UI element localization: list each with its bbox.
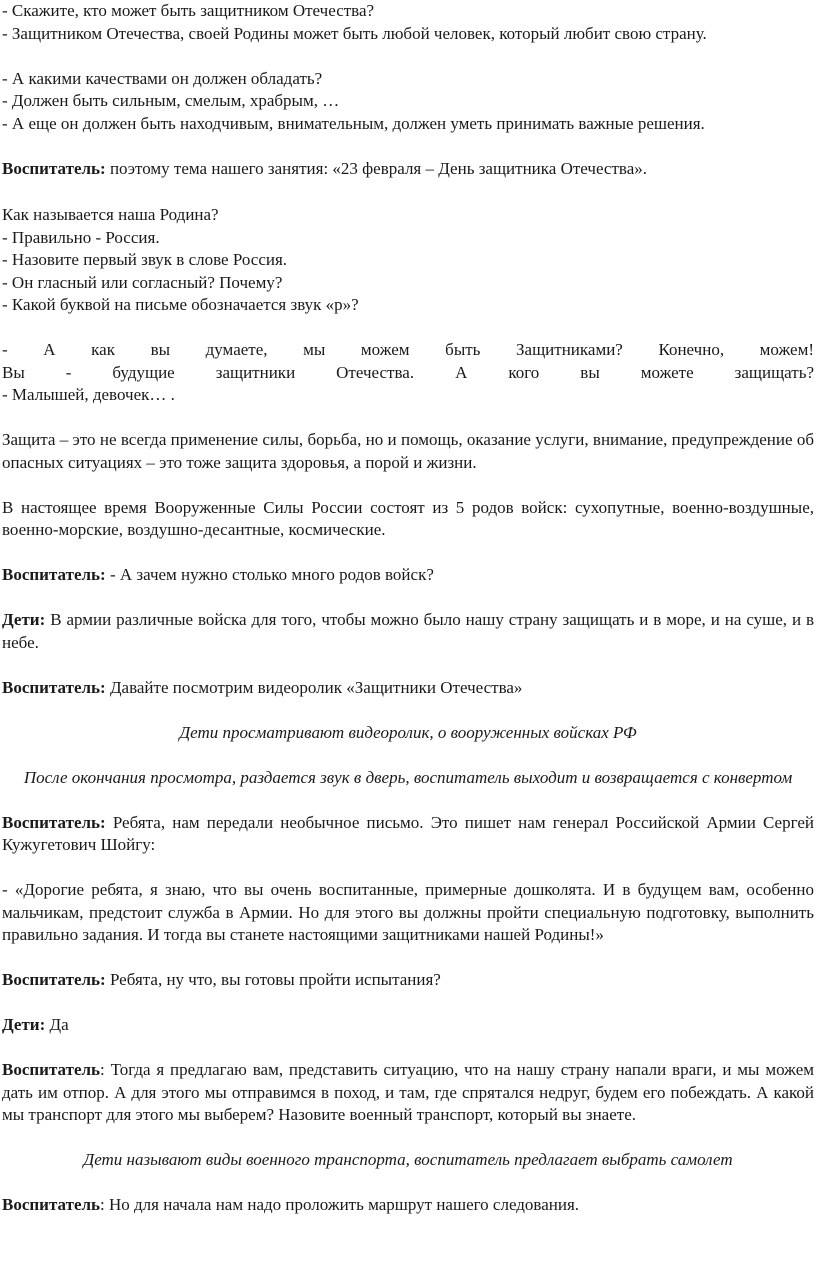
dialogue-line: - Какой буквой на письме обозначается звук «р»? bbox=[2, 295, 359, 314]
dialogue-block bbox=[2, 0, 814, 45]
stage-direction: После окончания просмотра, раздается звук в дверь, воспитатель выходит и возвращается с конвертом bbox=[23, 767, 793, 787]
text-paragraph bbox=[2, 497, 814, 542]
speaker-text: : Тогда я предлагаю вам, представить ситуацию, что на нашу страну напали враги, и мы можем дать им отпор. А для этого мы отправимся в поход, и там, где спрятался недруг, будем его побеждать. А какой мы транспорт для этого мы выберем? Назовите военный транспорт, который вы знаете. bbox=[2, 1060, 814, 1124]
speaker-label: Дети: bbox=[2, 1015, 46, 1034]
speaker-paragraph bbox=[2, 1059, 814, 1127]
text-paragraph bbox=[2, 879, 814, 947]
speaker-text: - А зачем нужно столько много родов войск? bbox=[105, 565, 434, 584]
speaker-paragraph bbox=[2, 564, 814, 587]
dialogue-line: - А какими качествами он должен обладать? bbox=[2, 68, 323, 88]
paragraph-text: Защита – это не всегда применение силы, борьба, но и помощь, оказание услуги, внимание, предупреждение об опасных ситуациях – это тоже защита здоровья, а порой и жизни. bbox=[2, 430, 814, 472]
dialogue-block bbox=[2, 68, 814, 136]
dialogue-line: - А еще он должен быть находчивым, внимательным, должен уметь принимать важные решения. bbox=[2, 113, 705, 133]
dialogue-line: - Скажите, кто может быть защитником Отечества? bbox=[2, 1, 375, 20]
speaker-text: Давайте посмотрим видеоролик «Защитники Отечества» bbox=[105, 677, 523, 697]
speaker-text: Да bbox=[45, 1015, 69, 1034]
speaker-text: Ребята, нам передали необычное письмо. Это пишет нам генерал Российской Армии Сергей Кужугетович Шойгу: bbox=[2, 812, 814, 854]
speaker-label: Воспитатель: bbox=[2, 565, 106, 584]
dialogue-line: - Малышей, девочек… . bbox=[2, 385, 175, 404]
dialogue-line: - Правильно - Россия. bbox=[2, 227, 160, 247]
stage-direction: Дети называют виды военного транспорта, воспитатель предлагает выбрать самолет bbox=[83, 1150, 733, 1169]
speaker-paragraph bbox=[2, 812, 814, 857]
dialogue-line: Как называется наша Родина? bbox=[2, 205, 219, 224]
speaker-label: Воспитатель: bbox=[2, 812, 106, 832]
dialogue-line: - Должен быть сильным, смелым, храбрым, … bbox=[2, 91, 340, 110]
speaker-label: Воспитатель bbox=[2, 1195, 101, 1214]
speaker-text: : Но для начала нам надо проложить маршрут нашего следования. bbox=[100, 1195, 580, 1214]
paragraph-text: В настоящее время Вооруженные Силы России состоят из 5 родов войск: сухопутные, военно-воздушные, военно-морские, воздушно-десантные, космические. bbox=[2, 497, 814, 539]
stage-direction: Дети просматривают видеоролик, о вооруженных войсках РФ bbox=[179, 722, 637, 742]
text-paragraph bbox=[2, 429, 814, 474]
dialogue-block bbox=[2, 204, 814, 317]
speaker-text: В армии различные войска для того, чтобы можно было нашу страну защищать и в море, и на суше, и в небе. bbox=[2, 610, 814, 652]
justified-line: - А как вы думаете, мы можем быть Защитниками? Конечно, можем! bbox=[2, 340, 814, 359]
speaker-label: Воспитатель bbox=[2, 1060, 101, 1079]
dialogue-line: - Защитником Отечества, своей Родины может быть любой человек, который любит свою страну. bbox=[2, 23, 707, 43]
speaker-label: Воспитатель: bbox=[2, 158, 106, 178]
dialogue-line: - Назовите первый звук в слове Россия. bbox=[2, 250, 288, 269]
speaker-paragraph bbox=[2, 1014, 814, 1037]
dialogue-line: - Он гласный или согласный? Почему? bbox=[2, 272, 283, 292]
speaker-paragraph bbox=[2, 1194, 814, 1217]
speaker-paragraph bbox=[2, 677, 814, 700]
speaker-paragraph bbox=[2, 969, 814, 992]
speaker-label: Воспитатель: bbox=[2, 677, 106, 697]
speaker-paragraph bbox=[2, 609, 814, 654]
speaker-text: Ребята, ну что, вы готовы пройти испытания? bbox=[105, 970, 441, 989]
speaker-text: поэтому тема нашего занятия: «23 февраля – День защитника Отечества». bbox=[105, 158, 647, 178]
speaker-label: Воспитатель: bbox=[2, 970, 106, 989]
speaker-paragraph bbox=[2, 158, 814, 181]
paragraph-text: - «Дорогие ребята, я знаю, что вы очень воспитанные, примерные дошколята. И в будущем вам, особенно мальчикам, предстоит служба в Армии. Но для этого вы должны пройти специальную подготовку, выполнить правильно задания. И тогда вы станете настоящими защитниками нашей Родины!» bbox=[2, 880, 814, 944]
dialogue-block bbox=[2, 339, 814, 407]
speaker-label: Дети: bbox=[2, 610, 46, 629]
justified-line: Вы - будущие защитники Отечества. А кого вы можете защищать? bbox=[2, 362, 814, 382]
